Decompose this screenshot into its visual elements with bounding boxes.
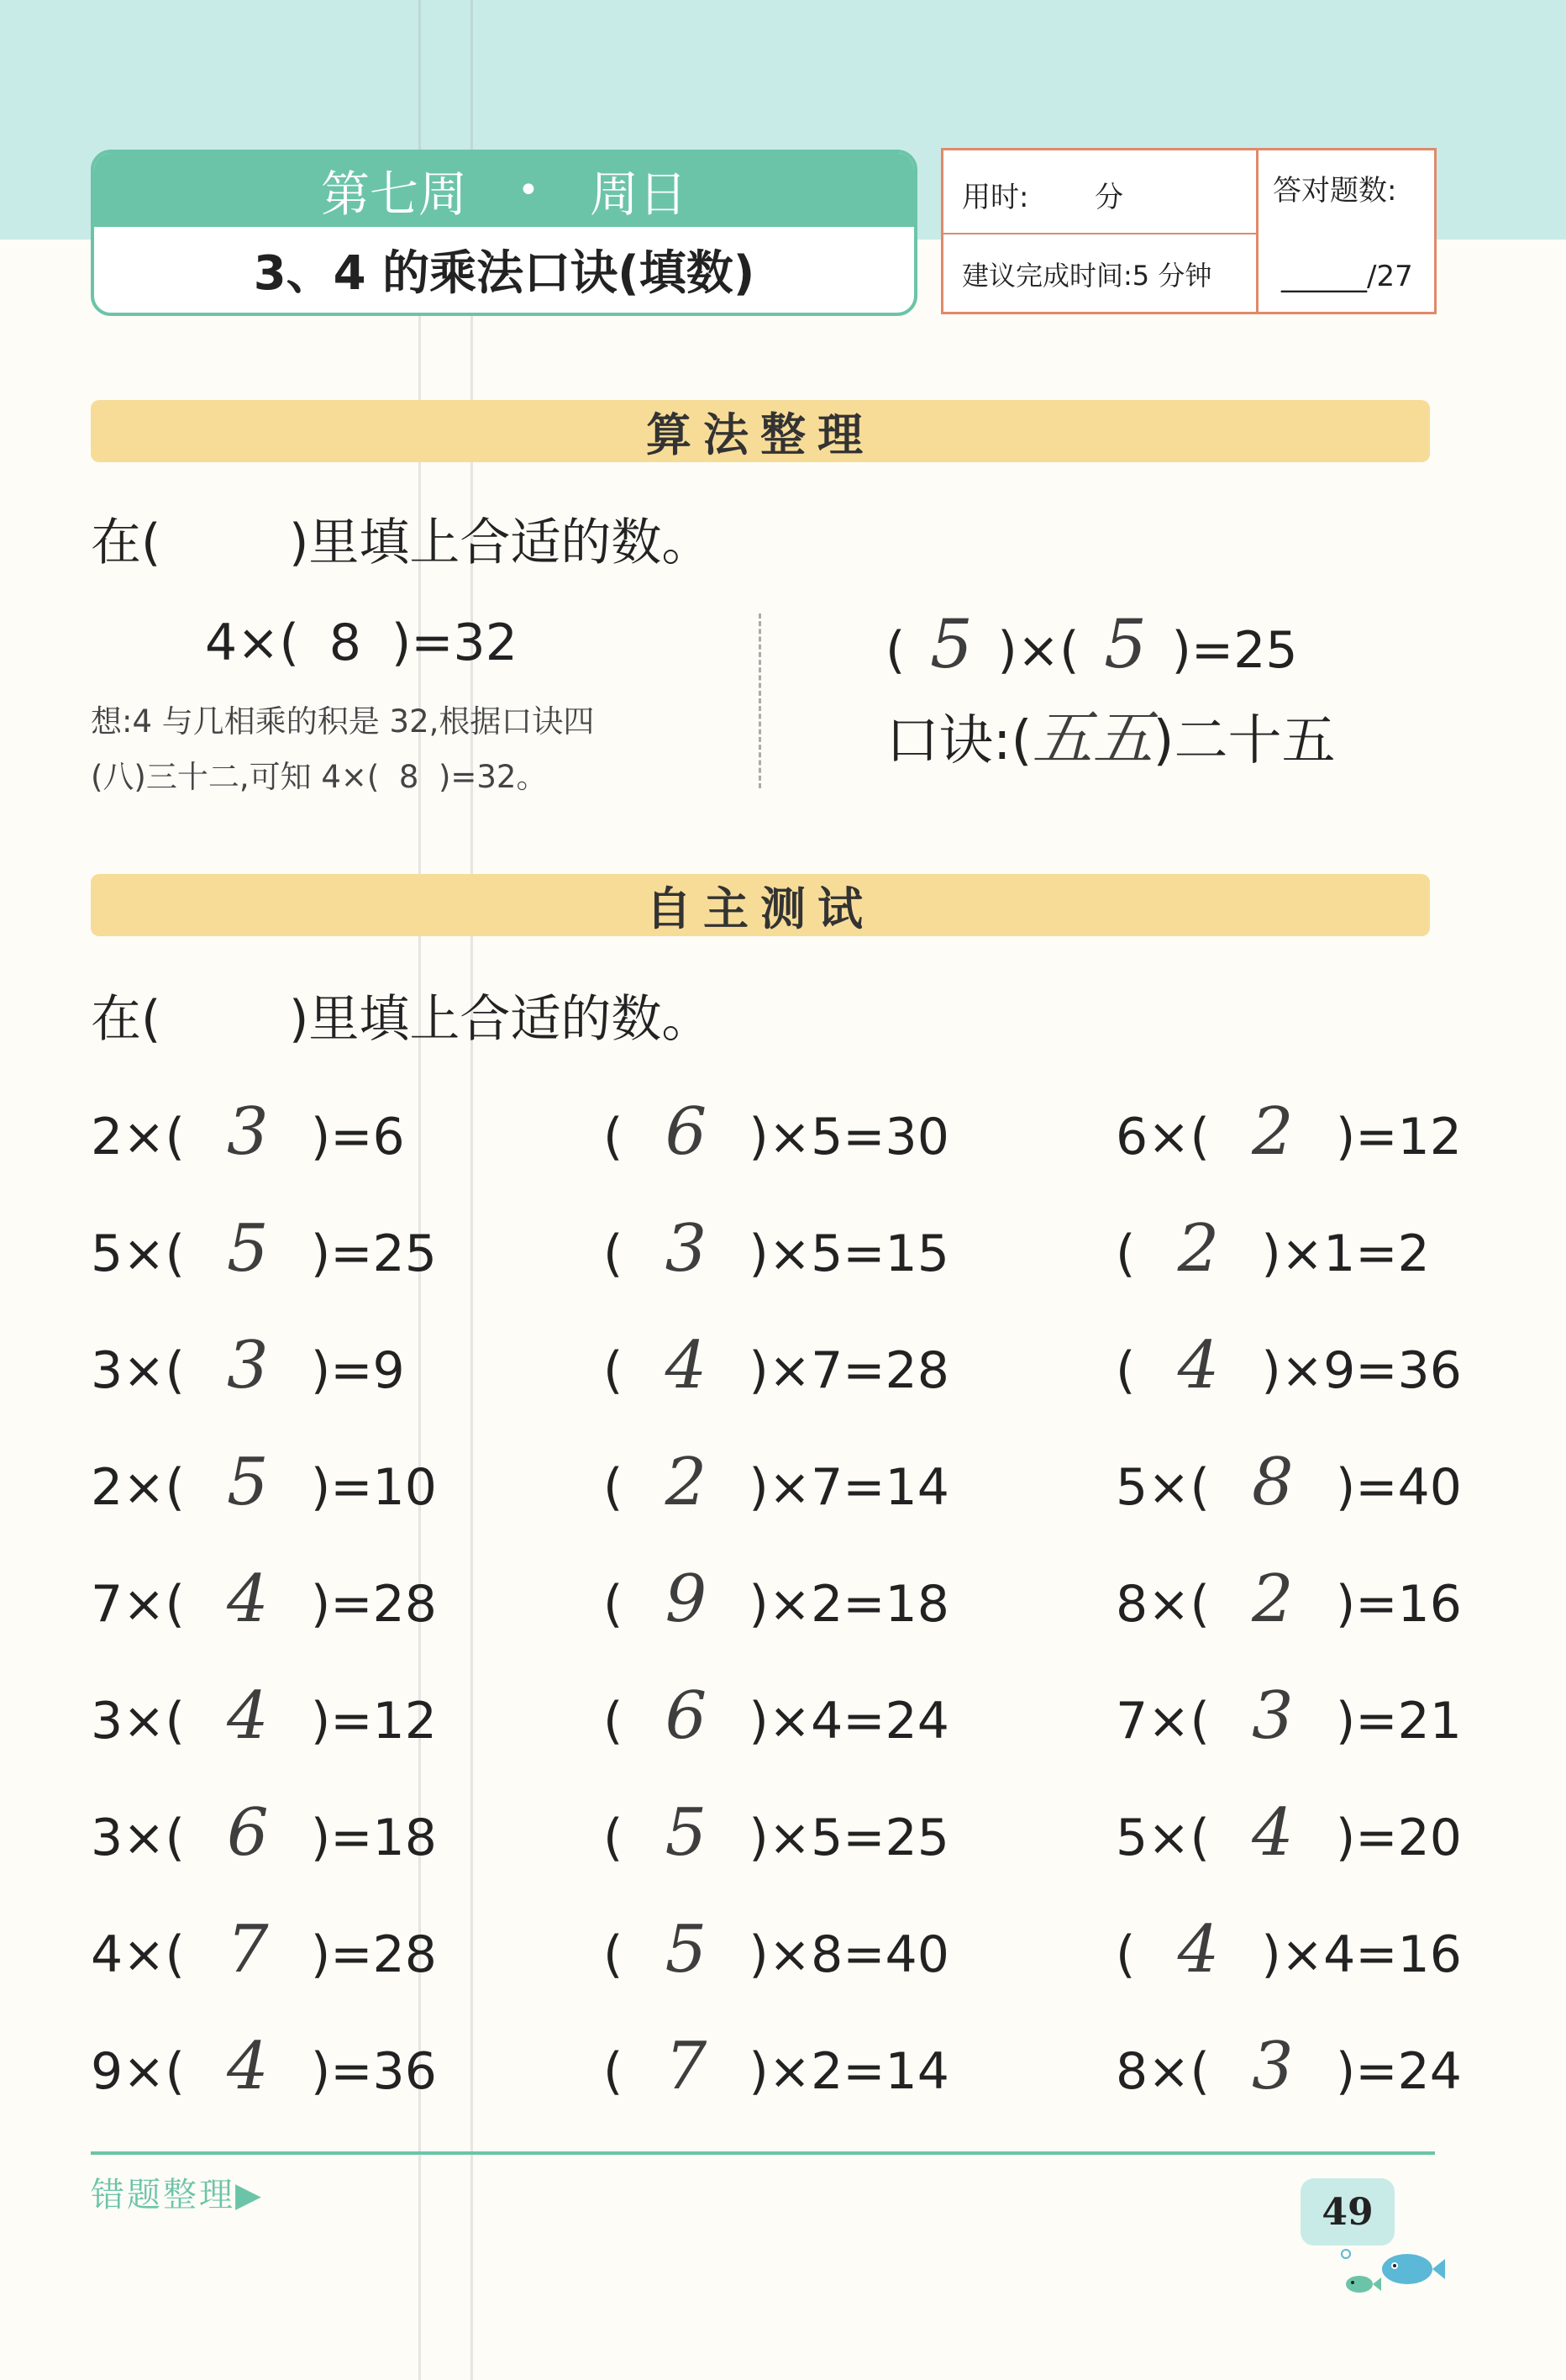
page-fold-line	[418, 0, 421, 2380]
exercise-suffix: )×7=28	[749, 1341, 949, 1400]
progress-info-table	[941, 148, 1437, 314]
handwritten-answer: 3	[665, 1211, 707, 1287]
exercise-suffix: )×5=15	[749, 1224, 949, 1283]
eq-suffix: )=32	[391, 613, 518, 672]
exercise-prefix: (	[1116, 1341, 1136, 1400]
handwritten-answer: 8	[1252, 1445, 1294, 1520]
example-equation-right	[885, 605, 1298, 683]
correct-count-total: ______/27	[1281, 260, 1413, 293]
eq-prefix: 4×(	[205, 613, 299, 672]
exercise-suffix: )=12	[1335, 1108, 1462, 1166]
exercise-prefix: (	[603, 1108, 623, 1166]
example-note-line: (八)三十二,可知 4×( 8 )=32。	[91, 759, 548, 795]
exercise-suffix: )=18	[310, 1809, 437, 1867]
example-equation	[205, 613, 518, 672]
exercise-prefix: 7×(	[91, 1575, 185, 1634]
exercise-prefix: (	[603, 1925, 623, 1984]
exercise-prefix: 5×(	[91, 1224, 185, 1283]
exercise-suffix: )×1=2	[1261, 1224, 1430, 1283]
handwritten-answer: 4	[665, 1328, 707, 1403]
exercise-suffix: )=24	[1335, 2042, 1462, 2101]
exercise-item	[91, 2029, 437, 2104]
time-used-label: 用时:	[962, 181, 1029, 214]
exercise-prefix: 7×(	[1116, 1692, 1210, 1751]
exercise-prefix: 3×(	[91, 1692, 185, 1751]
exercise-item	[603, 1561, 949, 1637]
exercise-item	[603, 1328, 949, 1403]
exercise-suffix: )=9	[310, 1341, 405, 1400]
exercise-prefix: 3×(	[91, 1341, 185, 1400]
exercise-item	[603, 2029, 949, 2104]
exercise-suffix: )=6	[310, 1108, 405, 1166]
exercise-suffix: )×8=40	[749, 1925, 949, 1984]
exercise-item	[1116, 1445, 1462, 1520]
exercise-prefix: (	[603, 1224, 623, 1283]
handwritten-answer: 3	[1252, 1678, 1294, 1754]
rhyme-label: 口诀:(	[885, 710, 1033, 772]
handwritten-answer: 6	[227, 1795, 269, 1871]
table-divider	[943, 233, 1256, 234]
exercise-suffix: )×2=18	[749, 1575, 949, 1634]
section-banner-self-test: 自主测试	[91, 874, 1430, 936]
exercise-item	[603, 1211, 949, 1287]
handwritten-answer: 5	[227, 1445, 269, 1520]
exercise-suffix: )=40	[1335, 1458, 1462, 1517]
exercise-prefix: 5×(	[1116, 1458, 1210, 1517]
separator-dot: •	[518, 168, 539, 212]
lesson-subtitle: 3、4 的乘法口诀(填数)	[253, 246, 755, 301]
exercise-prefix: 3×(	[91, 1809, 185, 1867]
exercise-item	[1116, 1561, 1462, 1637]
multiplication-rhyme	[885, 689, 1336, 777]
handwritten-answer: 6	[665, 1094, 707, 1170]
exercise-prefix: (	[603, 1809, 623, 1867]
exercise-suffix: )=25	[310, 1224, 437, 1283]
handwritten-answer: 4	[227, 1561, 269, 1637]
handwritten-answer: 5	[665, 1912, 707, 1988]
exercise-prefix: 4×(	[91, 1925, 185, 1984]
section-banner-algorithm: 算法整理	[91, 400, 1430, 462]
exercise-prefix: 2×(	[91, 1108, 185, 1166]
table-divider	[1256, 150, 1259, 312]
handwritten-answer: 5	[929, 605, 973, 683]
handwritten-answer: 4	[1252, 1795, 1294, 1871]
exercise-item	[1116, 1328, 1462, 1403]
exercise-prefix: 6×(	[1116, 1108, 1210, 1166]
time-unit-label: 分	[1095, 181, 1123, 214]
exercise-suffix: )×5=25	[749, 1809, 949, 1867]
exercise-item	[1116, 1678, 1462, 1754]
exercise-prefix: (	[603, 2042, 623, 2101]
handwritten-answer: 3	[227, 1328, 269, 1403]
exercise-suffix: )=16	[1335, 1575, 1462, 1634]
exercise-suffix: )×7=14	[749, 1458, 949, 1517]
day-label: 周日	[589, 166, 687, 223]
exercise-item	[603, 1678, 949, 1754]
handwritten-answer: 5	[227, 1211, 269, 1287]
exercise-item	[91, 1328, 405, 1403]
handwritten-answer: 5	[665, 1795, 707, 1871]
instruction-text: 在( )里填上合适的数。	[91, 990, 712, 1049]
lesson-title-card	[91, 150, 917, 316]
exercise-suffix: )×2=14	[749, 2042, 949, 2101]
exercise-suffix: )=20	[1335, 1809, 1462, 1867]
eq-answer: 8	[328, 613, 361, 672]
example-note-line: 想:4 与几相乘的积是 32,根据口诀四	[91, 703, 595, 740]
handwritten-answer: 4	[1177, 1328, 1220, 1403]
exercise-prefix: (	[1116, 1224, 1136, 1283]
handwritten-answer: 9	[665, 1561, 707, 1637]
exercise-prefix: (	[603, 1458, 623, 1517]
exercise-prefix: 9×(	[91, 2042, 185, 2101]
exercise-prefix: (	[603, 1341, 623, 1400]
handwritten-answer: 3	[1252, 2029, 1294, 2104]
exercise-item	[1116, 1094, 1462, 1170]
week-day-bar	[94, 153, 914, 227]
exercise-prefix: 5×(	[1116, 1809, 1210, 1867]
exercise-item	[91, 1678, 437, 1754]
page-fold-line	[470, 0, 473, 2380]
exercise-item	[1116, 1795, 1462, 1871]
error-review-label: 错题整理▶	[91, 2176, 264, 2214]
exercise-suffix: )=12	[310, 1692, 437, 1751]
exercise-item	[1116, 1211, 1430, 1287]
week-label: 第七周	[321, 166, 468, 223]
exercise-prefix: (	[603, 1575, 623, 1634]
exercise-prefix: (	[1116, 1925, 1136, 1984]
handwritten-answer: 2	[1177, 1211, 1220, 1287]
handwritten-answer: 3	[227, 1094, 269, 1170]
exercise-item	[91, 1912, 437, 1988]
suggested-time-label: 建议完成时间:5 分钟	[962, 260, 1212, 292]
handwritten-answer: 7	[665, 2029, 707, 2104]
exercise-item	[91, 1445, 437, 1520]
exercise-suffix: )=10	[310, 1458, 437, 1517]
handwritten-answer: 2	[1252, 1094, 1294, 1170]
exercise-prefix: (	[603, 1692, 623, 1751]
handwritten-answer: 7	[227, 1912, 269, 1988]
handwritten-answer: 4	[227, 2029, 269, 2104]
fish-icon	[1327, 2235, 1445, 2303]
exercise-item	[603, 1094, 949, 1170]
rhyme-suffix: )二十五	[1153, 710, 1336, 772]
exercise-item	[1116, 1912, 1462, 1988]
correct-count-label: 答对题数:	[1273, 174, 1397, 208]
exercise-suffix: )=28	[310, 1575, 437, 1634]
exercise-item	[1116, 2029, 1462, 2104]
exercise-suffix: )×5=30	[749, 1108, 949, 1166]
exercise-prefix: 8×(	[1116, 2042, 1210, 2101]
handwritten-answer: 4	[227, 1678, 269, 1754]
exercise-suffix: )×4=16	[1261, 1925, 1462, 1984]
exercise-suffix: )=28	[310, 1925, 437, 1984]
exercise-item	[91, 1211, 437, 1287]
exercise-item	[603, 1445, 949, 1520]
handwritten-answer: 6	[665, 1678, 707, 1754]
exercise-suffix: )×4=24	[749, 1692, 949, 1751]
exercise-item	[91, 1094, 405, 1170]
exercise-item	[91, 1795, 437, 1871]
handwritten-answer: 2	[665, 1445, 707, 1520]
handwritten-answer: 五五	[1032, 703, 1153, 773]
exercise-suffix: )×9=36	[1261, 1341, 1462, 1400]
exercise-prefix: 8×(	[1116, 1575, 1210, 1634]
eq-mid: )×(	[997, 621, 1080, 680]
eq-suffix: )=25	[1171, 621, 1298, 680]
footer-divider	[91, 2151, 1435, 2155]
eq-open: (	[885, 621, 906, 680]
exercise-item	[91, 1561, 437, 1637]
exercise-suffix: )=21	[1335, 1692, 1462, 1751]
exercise-prefix: 2×(	[91, 1458, 185, 1517]
exercise-item	[603, 1795, 949, 1871]
dashed-divider	[759, 613, 761, 788]
handwritten-answer: 5	[1104, 605, 1147, 683]
page-number: 49	[1301, 2178, 1395, 2246]
handwritten-answer: 4	[1177, 1912, 1220, 1988]
instruction-text: 在( )里填上合适的数。	[91, 513, 712, 572]
exercise-suffix: )=36	[310, 2042, 437, 2101]
exercise-item	[603, 1912, 949, 1988]
handwritten-answer: 2	[1252, 1561, 1294, 1637]
